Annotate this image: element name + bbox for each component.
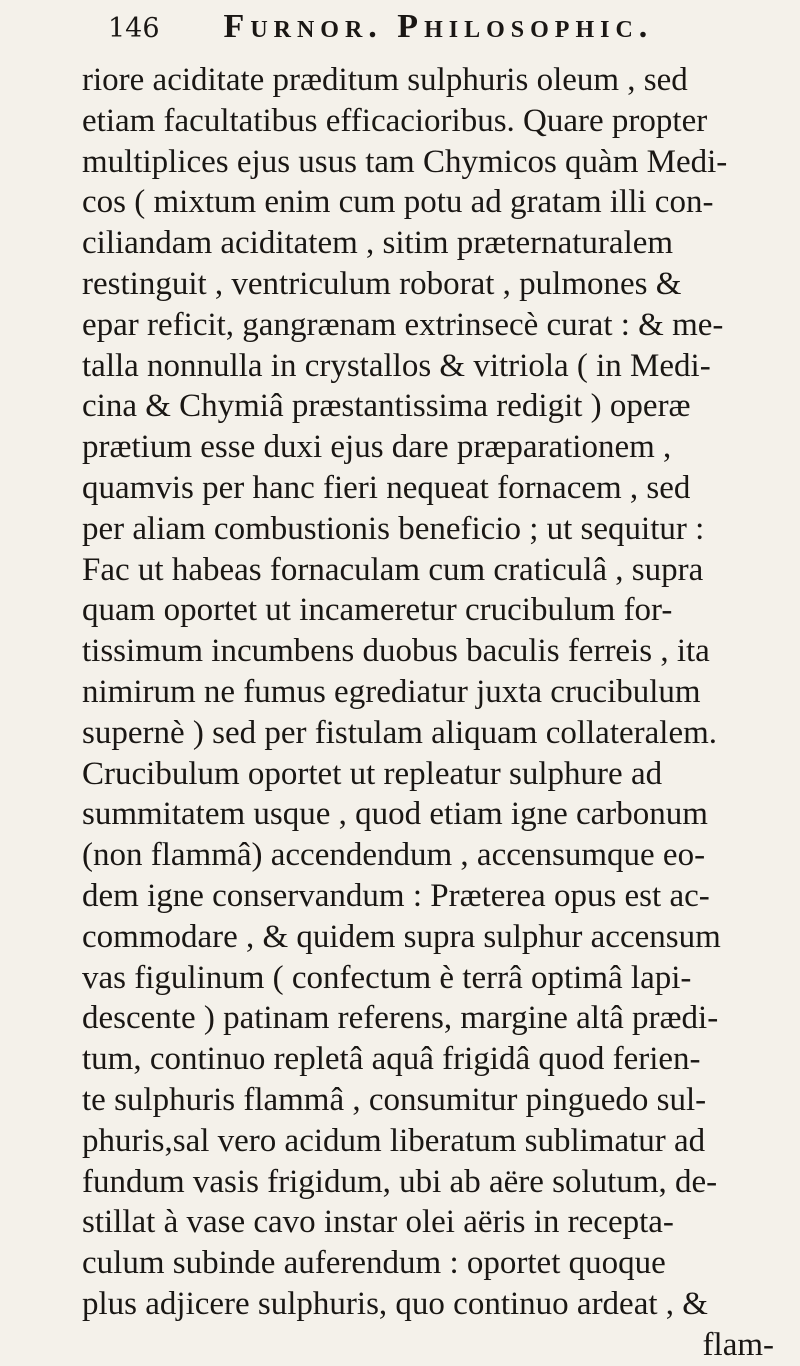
body-text	[82, 60, 782, 1366]
text-line: tissimum incumbens duobus baculis ferreis , ita	[82, 633, 710, 670]
text-line: vas figulinum ( confectum è terrâ optimâ lapi-	[82, 959, 692, 996]
text-line: per aliam combustionis beneficio ; ut sequitur :	[82, 510, 705, 547]
text-line: multiplices ejus usus tam Chymicos quàm Medi-	[82, 143, 728, 180]
text-line: fundum vasis frigidum, ubi ab aëre solutum, de-	[82, 1163, 718, 1200]
running-head	[108, 8, 760, 56]
catchword: flam-	[702, 1326, 774, 1363]
text-line: summitatem usque , quod etiam igne carbonum	[82, 796, 708, 833]
text-line: quamvis per hanc fieri nequeat fornacem , sed	[82, 469, 691, 506]
text-line: riore aciditate præditum sulphuris oleum , sed	[82, 62, 688, 98]
text-line: cos ( mixtum enim cum potu ad gratam illi con-	[82, 184, 714, 221]
text-line: stillat à vase cavo instar olei aëris in recepta-	[82, 1204, 674, 1241]
text-line: (non flammâ) accendendum , accensumque eo-	[82, 837, 706, 874]
text-line: etiam facultatibus efficacioribus. Quare propter	[82, 102, 708, 139]
text-line: ciliandam aciditatem , sitim præternaturalem	[82, 225, 674, 262]
text-line: phuris,sal vero acidum liberatum sublimatur ad	[82, 1122, 706, 1159]
text-line: commodare , & quidem supra sulphur accensum	[82, 918, 721, 955]
text-line: prætium esse duxi ejus dare præparationem ,	[82, 429, 672, 466]
text-line: dem igne conservandum : Præterea opus est ac-	[82, 877, 710, 914]
text-line: epar reficit, gangrænam extrinsecè curat : & me-	[82, 306, 724, 343]
text-line: plus adjicere sulphuris, quo continuo ardeat , &	[82, 1285, 708, 1322]
text-line: tum, continuo repletâ aquâ frigidâ quod ferien-	[82, 1041, 701, 1078]
text-line: restinguit , ventriculum roborat , pulmones &	[82, 265, 682, 302]
text-line: culum subinde auferendum : oportet quoque	[82, 1245, 666, 1282]
text-line: cina & Chymiâ præstantissima redigit ) operæ	[82, 388, 691, 425]
text-line: nimirum ne fumus egrediatur juxta crucibulum	[82, 673, 701, 710]
running-title: Furnor. Philosophic.	[223, 8, 654, 45]
text-line: supernè ) sed per fistulam aliquam collateralem.	[82, 714, 718, 751]
text-line: quam oportet ut incameretur crucibulum for-	[82, 592, 673, 629]
text-line: descente ) patinam referens, margine altâ prædi-	[82, 1000, 719, 1037]
text-line: Crucibulum oportet ut repleatur sulphure ad	[82, 755, 663, 792]
text-line: talla nonnulla in crystallos & vitriola ( in Medi-	[82, 347, 711, 384]
text-line: Fac ut habeas fornaculam cum craticulâ , supra	[82, 551, 704, 588]
page-number: 146	[108, 13, 160, 44]
text-line: te sulphuris flammâ , consumitur pinguedo sul-	[82, 1081, 707, 1118]
